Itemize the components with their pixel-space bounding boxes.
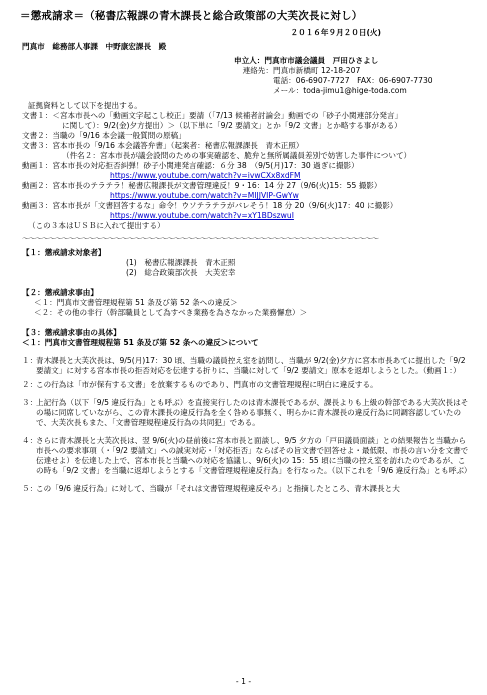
paragraph-number: ５： [22,484,38,494]
video-label: 動画３： [22,201,53,211]
applicant-phone: 電話：06-6907-7727 FAX：06-6907-7730 [273,75,433,85]
section2-heading: 【２：懲戒請求事由】 [22,288,98,298]
videos-list [22,161,473,221]
paragraph-text: この行為は「市が保有する文書」を放棄するものであり、門真市の文書管理規程に明白に違反する。 [36,380,378,390]
paragraph-number: １： [22,356,38,366]
paragraph-text: 上記行為（以下「9/5 違反行為」とも呼ぶ）を直接実行したのは青木課長であるが、課長よりも上級の幹部である大芙次長はその場に同席していながら、この青木課長の違反行為を全く咎める事無く、明らかに青木課長の違反行為に同調容認していたので、大芙次長もまた、「文書管理規程違反行為の共同犯」である。 [36,398,469,428]
video-link-row [110,211,473,221]
document-item [62,151,473,161]
paragraph-number: ２： [22,380,38,390]
document-text: 宮本市長の「9/16 本会議答弁書」（起案者：秘書広報課課長 青木正照） [52,141,304,151]
video-description: 宮本市長の対応拒否糾弾！砂子小関連発言確認：６分 38 （9/5(月)17：30 過ぎに撮影） [52,161,359,171]
target-person: (1) 秘書広報課課長 青木正照 [126,258,236,268]
reason-item: ＜１：門真市文書管理規程第 51 条及び第 52 条への違反＞ [34,298,238,308]
video-description: 宮本市長が「文書回答するな」命令！ウソテラテラがバレそう！18 分 20（9/6(火)17：40 に撮影） [52,201,398,211]
document-text: に関して）：9/2(金)夕方提出）＞（以下単に「9/2 要請文」とか「9/2 文書」とか略する事がある） [62,120,402,130]
reason-item: ＜２：その他の非行（幹部職員として為すべき業務を為さなかった業務懈怠）＞ [34,308,308,318]
paragraph-number: ３： [22,398,38,408]
document-label: 文書２： [22,131,53,140]
section1-heading: 【１：懲戒請求対象者】 [22,248,106,258]
paragraph-text: 青木課長と大芙次長は、9/5(月)17：30 頃、当職の議員控え室を訪問し、当職が 9/2(金)夕方に宮本市長あてに提出した「9/2 要請文」に対する宮本市長の拒否対応を伝達する折りに、当職に対して「9/2 要請文」原本を返却しようとした。（動画１：） [36,356,466,376]
video-description: 宮本市長のテラテラ！秘書広報課長が文書管理違反！9・16：14 分 27（9/6(火)15：55 撮影） [52,181,382,191]
video-link-row [110,191,473,201]
addressee: 門真市 総務部人事課 中野康宏課長 殿 [22,41,167,51]
documents-list [22,111,473,161]
document-label: 文書１： [22,110,53,120]
page-number: - 1 - [235,676,252,686]
section3-subheading: ＜１：門真市文書管理規程第 51 条及び第 52 条への違反＞について [22,338,259,348]
video-item [22,161,473,171]
video-link[interactable]: https://www.youtube.com/watch?v=xY1BDszwuI [110,211,294,221]
applicant-email: メール：toda-jimu1@hige-toda.com [273,85,407,95]
document-title: ＝懲戒請求＝（秘書広報課の青木課長と総合政策部の大芙次長に対し） [20,10,363,22]
usb-note: （この３本はＵＳＢに入れて提出する） [28,221,165,231]
paragraph [22,398,473,428]
applicant-row-label: 連絡先： [242,65,273,75]
paragraph-number: ４： [22,436,38,446]
section3-heading: 【３：懲戒請求事由の具体】 [22,328,121,338]
video-link-row [110,171,473,181]
paragraph-text: さらに青木課長と大芙次長は、翌 9/6(火)の昼前後に宮本市長と面談し、9/5 夕方の「戸田議員面談」との結果報告と当職から市長への要求事項（・「9/2 要請文」への誠実対応・「対応拒否」ならばその旨文書で回答せよ・最低限、市長の言い分を文書で伝達せよ）を伝達した上で、宮本市長と当職への対応を協議し、9/6(火)の 15：55 頃に当職の控え室を訪れたのであるが、この時も「9/2 文書」を当職に返却しようとする「文書管理規程違反行為」を行なった。（以下これを「9/6 違反行為」とも呼ぶ） [36,436,472,476]
applicant-block [228,56,473,96]
applicant-row [228,66,473,76]
target-person: (2) 総合政策部次長 大芙宏幸 [126,268,236,278]
applicant-row [228,76,473,86]
document-label: 文書３： [22,141,53,151]
applicant-row-label [228,76,273,86]
document-text: （件名２：宮本市長が議会設問のための事実確認を、脆弁と無所属議員差別で妨害した事件について） [62,151,412,161]
applicant-address: 門真市新橋町 12-18-207 [273,65,361,75]
video-item [22,201,473,211]
video-label: 動画１： [22,161,53,171]
video-label: 動画２： [22,181,53,191]
document-item [62,121,473,131]
paragraph-text: この「9/6 違反行為」に対して、当職が「それは文書管理規程違反やろ」と指摘したところ、青木課長と大 [36,484,400,494]
applicant-header: 申立人：門真市市議会議員 戸田ひさよし [234,55,379,65]
paragraph [22,436,473,476]
applicant-row-label [228,86,273,96]
evidence-intro: 証拠資料として以下を提出する。 [28,100,142,110]
document-item [22,131,473,141]
applicant-row [228,86,473,96]
document-item [22,111,473,121]
document-date: ２０１６年９月２０日(火) [290,27,381,37]
document-item [22,141,473,151]
document-text: 当職の「9/16 本会議一般質問の原稿」 [52,131,186,140]
video-item [22,181,473,191]
video-link[interactable]: https://www.youtube.com/watch?v=ivwCXx8xdFM [110,171,301,181]
wave-divider: ～～～～～～～～～～～～～～～～～～～～～～～～～～～～～～～～～～～～～～～～～～～～～～～～～～～～～～ [22,234,379,244]
paragraph [22,484,473,494]
video-link[interactable]: https://www.youtube.com/watch?v=MIJJVIP-GwYw [110,191,299,201]
paragraph [22,356,473,376]
document-text: ＜宮本市長への「動画文字起こし校正」要請（「7/13 候補者討論会」動画での「砂子小関連部分発言」 [52,110,403,120]
paragraph [22,380,473,390]
